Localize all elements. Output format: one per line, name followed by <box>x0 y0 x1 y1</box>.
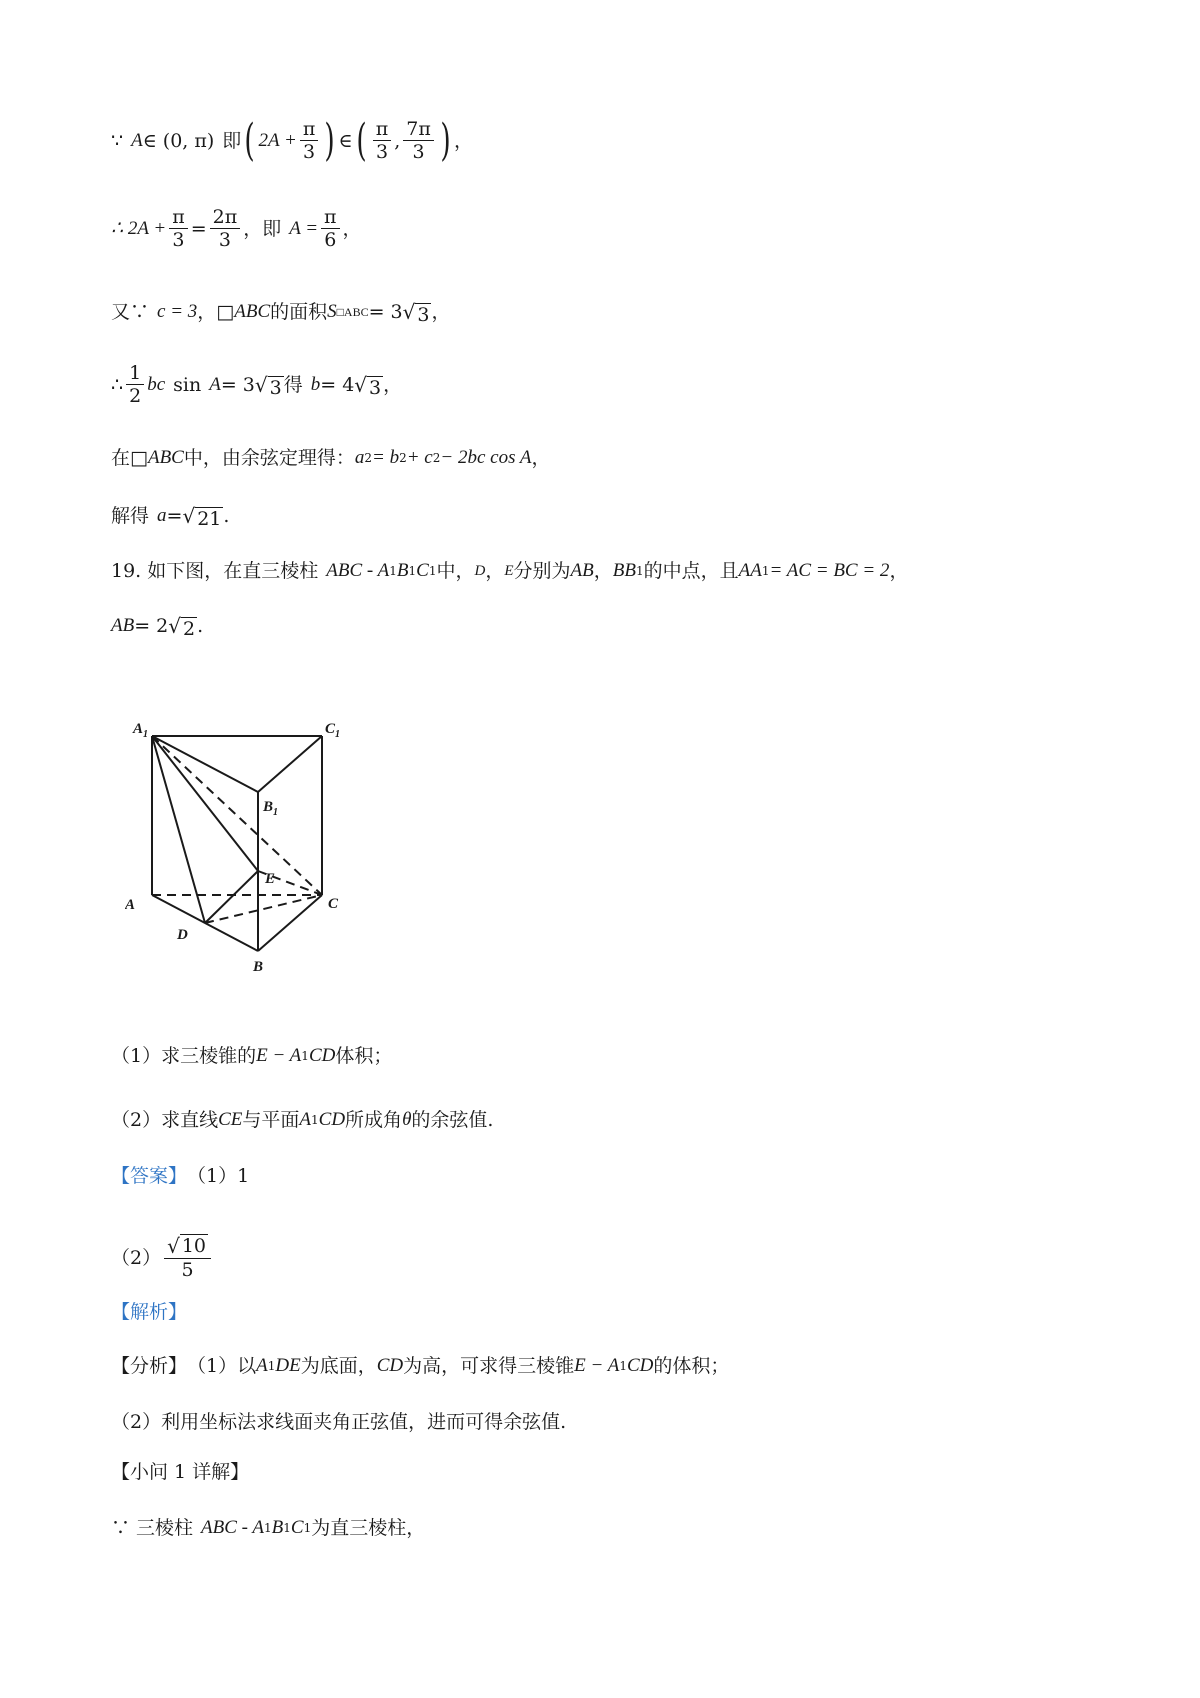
q2-theta: θ <box>402 1109 412 1130</box>
q2-CD: CD <box>318 1109 346 1130</box>
frac-1-2: $\frac{1}{2}$ <box>126 362 144 407</box>
last-prism: ABC - A <box>201 1517 265 1538</box>
comma: , <box>394 129 401 152</box>
therefore: ∴ <box>111 373 124 396</box>
prism-C: C <box>416 560 429 581</box>
equals: = <box>166 505 183 527</box>
label-B1: $B_1$ <box>263 799 279 818</box>
equals-3: = 3 <box>368 301 403 323</box>
triangle-glyph: □ <box>216 301 235 323</box>
frac-sqrt10-5: √ 10 5 <box>164 1234 211 1281</box>
var-a: a <box>354 447 365 468</box>
analysis-1: 【分析】 （1）以 A 1 DE 为底面， CD 为高，可求得三棱锥 E − A 1 CD 的体积； <box>111 1352 729 1380</box>
analysis-label: 【解析】 <box>111 1301 188 1323</box>
fx-A: A <box>256 1355 268 1376</box>
sin: sin <box>173 373 202 396</box>
line-3 <box>111 298 451 326</box>
answer-2-label: （2） <box>111 1246 162 1269</box>
fenxi-1: （1）以 <box>187 1355 257 1377</box>
var-b: b <box>310 373 321 395</box>
answer-2 <box>111 1234 214 1281</box>
last-B: B <box>271 1517 284 1538</box>
last-text: ∵ 三棱柱 <box>111 1517 194 1539</box>
q2-CE: CE <box>218 1109 243 1130</box>
equals-2: = 2 <box>134 615 169 637</box>
var-A: A <box>209 373 221 395</box>
question-2: （2）求直线 CE 与平面 A 1 CD 所成角 θ 的余弦值. <box>111 1106 493 1134</box>
fx-EA: E − A <box>574 1355 620 1376</box>
sub-ABC: □ABC <box>336 305 369 319</box>
q2-cosine: 的余弦值. <box>411 1109 494 1131</box>
label-E: E <box>265 871 276 887</box>
var-A: A <box>131 129 143 151</box>
label-A1: $A_1$ <box>133 721 149 740</box>
var-S: S <box>327 301 337 322</box>
q1-EA: E − A <box>256 1045 302 1066</box>
A-equals: A = <box>289 217 319 239</box>
comma: ， <box>531 447 551 469</box>
seg-BB: BB <box>612 560 636 581</box>
var-bc: bc <box>147 373 166 395</box>
comma-end: ， <box>431 301 451 323</box>
frac-pi-3: $\frac{\pi}{3}$ <box>300 118 319 163</box>
q1-volume: 体积； <box>335 1045 393 1067</box>
last-line: ∵ 三棱柱 ABC - A 1 B 1 C 1 为直三棱柱， <box>111 1514 425 1542</box>
prism-name-1: ABC - A <box>326 560 390 581</box>
frac-2pi-3: $\frac{2\pi}{3}$ <box>210 206 241 251</box>
period: . <box>197 615 204 637</box>
answer-1 <box>111 1162 249 1190</box>
var-a: a <box>157 505 167 526</box>
fenxi-label: 【分析】 <box>111 1355 188 1377</box>
frac-pi-6: $\frac{\pi}{6}$ <box>321 206 340 251</box>
comma: ， <box>383 373 403 396</box>
label-B: B <box>253 959 264 975</box>
subquestion-1-heading: 【小问 1 详解】 <box>111 1461 250 1483</box>
comma-end: ， <box>889 560 909 582</box>
interval: ∈ (0, π) <box>142 129 215 152</box>
frac-7pi-3: $\frac{7\pi}{3}$ <box>403 118 434 163</box>
text-midpoint: 的中点，且 <box>643 560 739 582</box>
q2-text: （2）求直线 <box>111 1109 219 1131</box>
c-equals-3: c = 3 <box>157 301 198 322</box>
sqrt-21: √ 21 <box>182 504 222 530</box>
answer-label: 【答案】 <box>111 1165 188 1187</box>
paren-close-2: ) <box>440 114 451 166</box>
comma: ， <box>485 560 505 582</box>
paren-open-2: ( <box>356 114 367 166</box>
fx-CD: CD <box>376 1355 404 1376</box>
expr-2A: 2A + <box>258 129 297 151</box>
answer-1-value: （1）1 <box>187 1165 250 1187</box>
because-symbol: ∵ <box>111 129 124 152</box>
seg-AA: AA <box>738 560 762 581</box>
triangle-glyph: □ <box>130 447 148 469</box>
point-D: D <box>474 563 486 579</box>
line-4 <box>111 362 402 407</box>
label-C1: $C_1$ <box>325 721 341 740</box>
line-6 <box>111 502 229 530</box>
equal-lengths: = AC = BC = 2 <box>769 560 890 581</box>
paren-close: ) <box>324 114 336 166</box>
comma: ， <box>342 217 362 240</box>
prism-figure <box>125 715 365 985</box>
equals-4: = 4 <box>320 373 355 396</box>
point-E: E <box>504 563 514 579</box>
equals-b: = b <box>372 447 400 468</box>
line-2 <box>111 206 362 251</box>
analysis-2: （2）利用坐标法求线面夹角正弦值，进而可得余弦值. <box>111 1411 567 1433</box>
last-C: C <box>290 1517 304 1538</box>
text-cosine-law: 中，由余弦定理得： <box>183 447 355 469</box>
sqrt-2: √ 2 <box>168 614 196 640</box>
frac-pi-3: $\frac{\pi}{3}$ <box>169 206 188 251</box>
seg-AB: AB <box>111 615 135 636</box>
comma: ， <box>197 301 217 323</box>
problem-19-AB <box>111 612 203 640</box>
problem-19-stem: 19. 如下图，在直三棱柱 ABC - A 1 B 1 C 1 中， D ， E 分别为 AB ， BB 1 的中点，且 AA 1 = AC = BC = 2 ， <box>111 557 908 585</box>
problem-intro: 19. 如下图，在直三棱柱 <box>111 560 319 582</box>
fx-DE: DE <box>275 1355 301 1376</box>
plus-c: + c <box>406 447 433 468</box>
frac-pi-3-b: $\frac{\pi}{3}$ <box>373 118 392 163</box>
minus-2bc-cosA: − 2bc cos A <box>440 447 532 468</box>
q1-text: （1）求三棱锥的 <box>111 1045 257 1067</box>
text-fenbie: 分别为 <box>513 560 571 582</box>
equals: = <box>190 217 207 240</box>
question-1: （1）求三棱锥的 E − A 1 CD 体积； <box>111 1042 392 1070</box>
last-right-prism: 为直三棱柱， <box>311 1517 426 1539</box>
text-de: 得 <box>283 373 303 396</box>
label-D: D <box>177 927 188 943</box>
sqrt-3-b: √ 3 <box>354 372 382 399</box>
line-1 <box>111 114 474 166</box>
sqrt-3: √ 3 <box>402 300 430 326</box>
fx-volume: 的体积； <box>653 1355 730 1377</box>
fx-CD-2: CD <box>626 1355 654 1376</box>
label-A: A <box>125 897 136 913</box>
text-jiede: 解得 <box>111 505 150 527</box>
seg-AB: AB <box>570 560 594 581</box>
comma-2: ， <box>593 560 613 582</box>
equals-3: = 3 <box>220 373 255 396</box>
text-you: 又∵ <box>111 301 150 323</box>
text-zhong: 中， <box>436 560 475 582</box>
text-zai: 在 <box>111 447 131 469</box>
prism-B: B <box>396 560 409 581</box>
label-C: C <box>328 896 339 912</box>
comma-end: ， <box>454 129 474 152</box>
period: . <box>223 505 230 527</box>
text-area: 的面积 <box>270 301 328 323</box>
q1-CD: CD <box>308 1045 336 1066</box>
triangle-ABC: ABC <box>147 447 184 468</box>
fx-height: 为高，可求得三棱锥 <box>403 1355 575 1377</box>
line-5: 在 □ ABC 中，由余弦定理得： a 2 = b 2 + c 2 − 2bc cos A ， <box>111 444 551 472</box>
fx-base: 为底面， <box>300 1355 377 1377</box>
q2-plane: 与平面 <box>242 1109 300 1131</box>
text-ji: 即 <box>222 129 242 152</box>
triangle-ABC: ABC <box>234 301 271 322</box>
text-ji: ，即 <box>243 217 282 240</box>
paren-open: ( <box>244 114 256 166</box>
therefore-2A: ∴ 2A + <box>111 217 167 239</box>
sqrt-3: √ 3 <box>254 372 282 399</box>
q2-A: A <box>299 1109 311 1130</box>
q2-angle: 所成角 <box>345 1109 403 1131</box>
in-symbol: ∈ <box>338 129 353 152</box>
